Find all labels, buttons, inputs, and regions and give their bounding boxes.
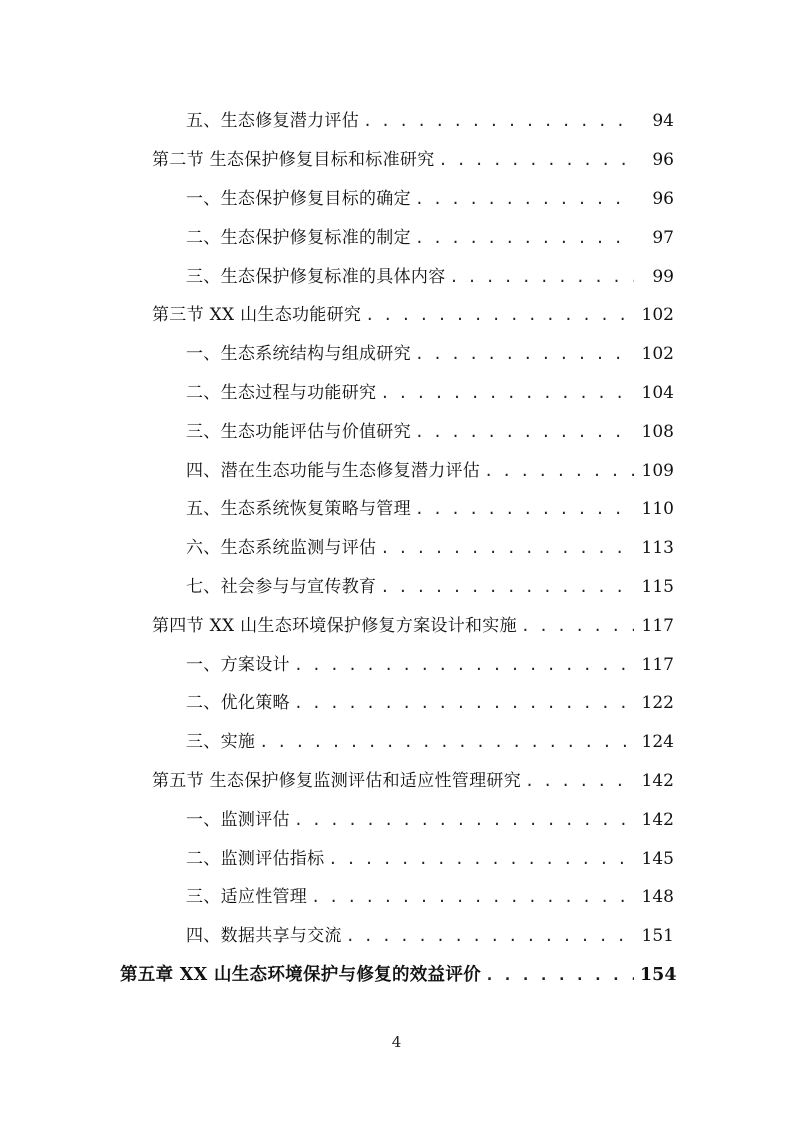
dot-leader bbox=[415, 228, 634, 248]
dot-leader bbox=[294, 810, 634, 830]
toc-entry-title: 第五节 生态保护修复监测评估和适应性管理研究 bbox=[152, 770, 522, 791]
toc-entry-page: 104 bbox=[641, 382, 674, 403]
dot-leader bbox=[521, 616, 634, 636]
dot-leader bbox=[380, 538, 634, 558]
toc-entry-page: 115 bbox=[641, 576, 674, 597]
toc-entry-title: 一、方案设计 bbox=[186, 654, 290, 675]
toc-entry-title: 一、生态系统结构与组成研究 bbox=[186, 344, 411, 365]
toc-entry-page: 113 bbox=[641, 538, 674, 559]
toc-entry-chapter[interactable] bbox=[0, 956, 793, 995]
toc-entry-page: 124 bbox=[641, 732, 674, 753]
toc-entry[interactable] bbox=[0, 800, 793, 839]
dot-leader bbox=[259, 732, 634, 752]
toc-entry[interactable] bbox=[0, 180, 793, 219]
dot-leader bbox=[311, 887, 634, 907]
toc-entry-title: 二、生态保护修复标准的制定 bbox=[186, 227, 411, 248]
toc-entry-page: 145 bbox=[641, 848, 674, 869]
toc-entry[interactable] bbox=[0, 257, 793, 296]
toc-entry[interactable] bbox=[0, 684, 793, 723]
toc-entry[interactable] bbox=[0, 529, 793, 568]
toc-entry-title: 三、生态功能评估与价值研究 bbox=[186, 421, 411, 442]
toc-entry-page: 94 bbox=[652, 111, 674, 132]
toc-entry-page: 102 bbox=[641, 344, 674, 365]
toc-entry-title: 第四节 XX 山生态环境保护修复方案设计和实施 bbox=[152, 615, 517, 636]
dot-leader bbox=[380, 383, 634, 403]
toc-entry[interactable] bbox=[0, 374, 793, 413]
toc-entry[interactable] bbox=[0, 296, 793, 335]
toc-entry-page: 122 bbox=[641, 693, 674, 714]
toc-entry[interactable] bbox=[0, 412, 793, 451]
dot-leader bbox=[415, 422, 634, 442]
toc-entry-title: 五、生态系统恢复策略与管理 bbox=[186, 499, 411, 520]
dot-leader bbox=[525, 771, 634, 791]
dot-leader bbox=[415, 189, 634, 209]
toc-entry-title: 二、生态过程与功能研究 bbox=[186, 382, 377, 403]
toc-entry-page: 142 bbox=[641, 770, 674, 791]
page-number: 4 bbox=[391, 1033, 402, 1051]
dot-leader bbox=[365, 305, 634, 325]
toc-entry-page: 99 bbox=[652, 266, 674, 287]
toc-entry-page: 151 bbox=[641, 926, 674, 947]
toc-entry[interactable] bbox=[0, 723, 793, 762]
toc-entry[interactable] bbox=[0, 645, 793, 684]
dot-leader bbox=[363, 111, 634, 131]
toc-entry[interactable] bbox=[0, 102, 793, 141]
toc-entry[interactable] bbox=[0, 917, 793, 956]
dot-leader bbox=[328, 849, 634, 869]
toc-entry[interactable] bbox=[0, 839, 793, 878]
toc-entry[interactable] bbox=[0, 606, 793, 645]
dot-leader bbox=[380, 577, 634, 597]
toc-entry-title: 一、生态保护修复目标的确定 bbox=[186, 188, 411, 209]
dot-leader bbox=[485, 965, 634, 985]
toc-entry[interactable] bbox=[0, 490, 793, 529]
toc-entry-page: 142 bbox=[641, 809, 674, 830]
toc-entry-page: 109 bbox=[641, 460, 674, 481]
toc-entry-title: 第五章 XX 山生态环境保护与修复的效益评价 bbox=[120, 964, 481, 985]
dot-leader bbox=[415, 344, 634, 364]
toc-entry-page: 117 bbox=[641, 654, 674, 675]
toc-entry[interactable] bbox=[0, 451, 793, 490]
toc-entry-page: 148 bbox=[641, 887, 674, 908]
dot-leader bbox=[346, 926, 634, 946]
toc-entry-title: 第三节 XX 山生态功能研究 bbox=[152, 305, 362, 326]
toc-entry-title: 三、适应性管理 bbox=[186, 887, 308, 908]
toc-entry-title: 第二节 生态保护修复目标和标准研究 bbox=[152, 150, 435, 171]
table-of-contents bbox=[0, 102, 793, 994]
dot-leader bbox=[415, 499, 634, 519]
toc-entry-title: 五、生态修复潜力评估 bbox=[186, 111, 359, 132]
toc-entry-title: 二、监测评估指标 bbox=[186, 848, 325, 869]
toc-entry-title: 六、生态系统监测与评估 bbox=[186, 538, 377, 559]
dot-leader bbox=[450, 267, 635, 287]
toc-entry-page: 97 bbox=[652, 227, 674, 248]
toc-entry-page: 117 bbox=[641, 615, 674, 636]
toc-entry[interactable] bbox=[0, 878, 793, 917]
toc-entry-page: 102 bbox=[641, 305, 674, 326]
toc-entry-title: 四、数据共享与交流 bbox=[186, 926, 342, 947]
toc-entry[interactable] bbox=[0, 762, 793, 801]
toc-entry-page: 108 bbox=[641, 421, 674, 442]
toc-entry-title: 四、潜在生态功能与生态修复潜力评估 bbox=[186, 460, 481, 481]
dot-leader bbox=[294, 693, 634, 713]
toc-entry-title: 三、生态保护修复标准的具体内容 bbox=[186, 266, 446, 287]
toc-entry[interactable] bbox=[0, 141, 793, 180]
toc-entry-title: 三、实施 bbox=[186, 732, 256, 753]
toc-entry-title: 七、社会参与与宣传教育 bbox=[186, 576, 377, 597]
toc-entry-title: 一、监测评估 bbox=[186, 809, 290, 830]
dot-leader bbox=[294, 655, 634, 675]
dot-leader bbox=[484, 461, 634, 481]
toc-entry[interactable] bbox=[0, 218, 793, 257]
toc-entry[interactable] bbox=[0, 568, 793, 607]
toc-entry-title: 二、优化策略 bbox=[186, 693, 290, 714]
toc-entry[interactable] bbox=[0, 335, 793, 374]
toc-entry-page: 110 bbox=[641, 499, 674, 520]
toc-entry-page: 96 bbox=[652, 150, 674, 171]
toc-entry-page: 154 bbox=[640, 964, 677, 985]
dot-leader bbox=[439, 150, 634, 170]
toc-entry-page: 96 bbox=[652, 188, 674, 209]
